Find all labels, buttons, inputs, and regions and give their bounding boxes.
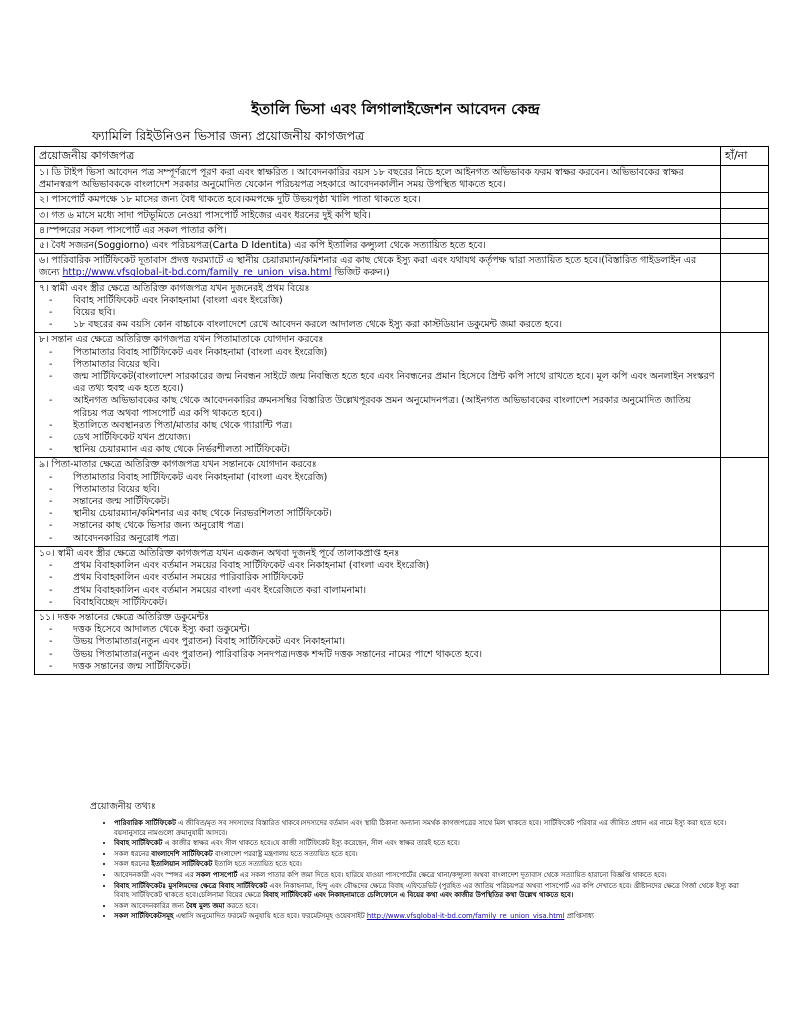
note-item — [114, 902, 750, 912]
note-text: প্রাপ্তিসাধ্য — [566, 912, 594, 921]
table-row — [35, 239, 769, 254]
requirement-6-text: ৬। পারিবারিক সার্টিফিকেট দূতাবাস প্রদত্ত ফরম্যাটে এ স্থানীয় চেয়ারম্যান/কমিশনার এর কাছ থেকে ইস্যু করা এবং যথাযথ কর্তৃপক্ষ দ্বারা সত্যায়িত হতে হবে।(বিস্তারিত গাইডলাইন এর জন্যে — [39, 255, 697, 279]
requirement-1: ১। ডি টাইপ ভিসা আবেদন পত্র সম্পূর্ণরূপে পূরণ করা এবং স্বাক্ষরিত । আবেদনকারির বয়স ১৮ বছরের নিচে হলে আইনগত অভিভাবক ফরম স্বাক্ষর করবেন। অভিভাবকের স্বাক্ষর প্রমানস্বরূপ অভিভাবককে বাংলাদেশ সরকার অনুমোদিত যেকোন পরিচয়পত্র সহকারে আবেদনকালীন সময় উপস্থিত থাকতে হবে। — [35, 166, 721, 193]
note-item — [114, 912, 750, 922]
note-text: সকল ধরনের — [114, 860, 150, 869]
check-cell-5[interactable] — [721, 239, 769, 254]
list-item: - সন্তানের জন্ম সার্টিফিকেট। — [39, 496, 716, 508]
list-item: - পিতামাতার বিবাহ সার্টিফিকেট এবং নিকাহনামা (বাংলা এবং ইংরেজি) — [39, 347, 716, 359]
note-bold: বাংলাদেশি সার্টিফিকেট — [151, 849, 213, 858]
list-item: - পিতামাতার বিয়ের ছবি। — [39, 359, 716, 371]
table-row — [35, 546, 769, 610]
table-row — [35, 333, 769, 458]
notes-list — [90, 819, 750, 922]
note-item — [114, 839, 750, 849]
note-text: এর সকল পাতার কপি জমা দিতে হবে। হারিয়ে যাওয়া পাসপোর্টের ক্ষেত্রে থানা/কন্স্যুলা অথবা বাংলাদেশ দূতাবাস থেকে সত্যায়িত হারানো বিজ্ঞপ্তি থাকতে হবে। — [239, 870, 667, 879]
note-text: এম্বাসি অনুমোদিত ফরমেট অনুযায়ি হতে হবে। ফরমেটসমূহ ওয়েবসাইট — [175, 912, 365, 921]
check-cell-2[interactable] — [721, 193, 769, 208]
note-item — [114, 882, 750, 901]
list-item: - জন্ম সার্টিফিকেট(বাংলাদেশ সারকারের জন্ম নিবন্ধন সাইটে জন্ম নিবন্ধিত হতে হবে এবং নিবন্ধনের প্রমান হিসেবে প্রিন্ট কপি সাথে রাখতে হবে। মূল কপি এবং অনলাইন সংস্করণ এর তথ্য হুবহু এক হতে হবে।) — [39, 371, 716, 395]
note-text: আবেদনকারী এবং স্পন্সর এর — [114, 870, 194, 879]
note-item — [114, 850, 750, 860]
note-bold: বৈধ মুল্য জমা — [186, 901, 225, 910]
list-item: - ১৮ বছরের কম বয়সি কোন বাচ্চাকে বাংলাদেশে রেখে আবেদন করলে আদালত থেকে ইস্যু করা কাস্টডিয়ান ডকুমেন্ট জমা করতে হবে। — [39, 319, 716, 331]
note-text: সকল ধরনের — [114, 849, 150, 858]
note-text: এবং নিকাহনামা, হিন্দু এবং বৌদ্ধদের ক্ষেত্রে বিবাহ এফিডেভিট (পুরহিত এর জাতিয় পরিচয়পত্র অথবা পাসপোর্ট এর কপি দেখাতে হবে। খ্রীষ্টানদের ক্ষেত্রে গির্জা থেকে ইস্যু করা বিবাহ সার্টিফিকেট থাকতে হবে।চেলিনামা বিয়ের ক্ষেত্রে — [114, 881, 739, 900]
requirement-8 — [35, 333, 721, 458]
list-item: - দত্তক হিসেবে আদালত থেকে ইস্যু করা ডকুমেন্ট। — [39, 624, 716, 636]
requirement-5: ৫। বৈধ সজরন(Soggiorno) এবং পরিচয়পত্র(Carta D Identita) এর কপি ইতালির কন্স্যুলা থেকে সত্যায়িত হতে হবে। — [35, 239, 721, 254]
column-header-documents: প্রয়োজনীয় কাগজপত্র — [35, 147, 721, 166]
note-item — [114, 819, 750, 838]
note-bold: বিবাহ সার্টিফিকেট — [114, 839, 163, 848]
check-cell-11[interactable] — [721, 610, 769, 674]
requirement-4: ৪।স্পন্সরের সকল পাসপোর্ট এর সকল পাতার কপি। — [35, 223, 721, 238]
list-item: - ডেথ সার্টিফিকেট যখন প্রযোজ্য। — [39, 432, 716, 444]
requirement-9 — [35, 458, 721, 546]
requirement-10 — [35, 546, 721, 610]
requirement-9-heading: ৯। পিতা-মাতার ক্ষেত্রে অতিরিক্ত কাগজপত্র যখন সন্তানকে যোগদান করবেঃ — [39, 459, 317, 471]
list-item: - আবেদনকারির অনুরোধ পত্র। — [39, 533, 716, 545]
note-text: সকল আবেদনকারির জন্য — [114, 901, 184, 910]
document-title: ইতালি ভিসা এবং লিগালাইজেশন আবেদন কেন্দ্র — [251, 100, 540, 118]
list-item: - পিতামাতার বিয়ের ছবি। — [39, 484, 716, 496]
column-header-yes-no: হাঁ/না — [721, 147, 769, 166]
table-row — [35, 193, 769, 208]
table-header-row — [35, 147, 769, 166]
requirement-7 — [35, 281, 721, 333]
list-item: - বিয়ের ছবি। — [39, 307, 716, 319]
note-text: এ জীবিত/মৃত সব সদস্যদের বিস্তারিত থাকবে।সদস্যদের বর্তমান এবং স্থায়ী ঠিকানা অন্যান্য সমর্থক কাগজপত্রের সাথে মিল থাকতে হবে। সার্টিফিকেট পরিবার এর জীবিত প্রধান এর নামে ইস্যু করা হতে হবে।বয়সানুসারে নামগুলো ক্রমানুযায়ী আসবে। — [114, 819, 727, 837]
list-item: - সন্তানের কাছ থেকে ভিসার জন্য অনুরোধ পত্র। — [39, 520, 716, 532]
list-item: - উভয় পিতামাতার(নতুন এবং পুরাতন) পারিবারিক সনদপত্র।দত্তক শব্দটি দত্তক সন্তানের নামের পাশে থাকতে হবে। — [39, 649, 716, 661]
check-cell-6[interactable] — [721, 254, 769, 281]
list-item: - ইতালিতে অবস্থানরত পিতা/মাতার কাছ থেকে গ্যারান্টি পত্র। — [39, 420, 716, 432]
formats-link[interactable]: http://www.vfsglobal-it-bd.com/family_re_union_visa.html — [366, 912, 565, 921]
check-cell-8[interactable] — [721, 333, 769, 458]
list-item: - দত্তক সন্তানের জন্ম সার্টিফিকেট। — [39, 661, 716, 673]
note-text: করতে হবে। — [226, 901, 258, 910]
note-bold: বিবাহ সার্টিফিকেটঃ মুসলিমদের ক্ষেত্রে বিবাহ সার্টিফিকেট — [114, 881, 268, 890]
notes-section — [90, 800, 750, 923]
requirement-6 — [35, 254, 721, 281]
table-row — [35, 610, 769, 674]
check-cell-7[interactable] — [721, 281, 769, 333]
list-item: - স্থানীয় চেয়ারম্যান/কমিশনার এর কাছ থেকে নিরভরশিলতা সার্টিফিকেট। — [39, 508, 716, 520]
note-item — [114, 860, 750, 870]
note-bold: ইতালিয়ান সার্টিফিকেট — [151, 860, 213, 869]
check-cell-1[interactable] — [721, 166, 769, 193]
requirement-7-heading: ৭। স্বামী এবং স্ত্রীর ক্ষেত্রে অতিরিক্ত কাগজপত্র যখন দুজনেরই প্রথম বিয়েঃ — [39, 282, 310, 294]
requirement-3: ৩। গত ৬ মাসে মধ্যে সাদা পটভূমিতে নেওয়া পাসপোর্ট সাইজের এবং ধরনের দুই কপি ছবি। — [35, 208, 721, 223]
note-bold: পারিবারিক সার্টিফিকেট — [114, 819, 176, 827]
requirement-11-heading: ১১। দত্তক সন্তানের ক্ষেত্রে অতিরিক্ত ডকুমেন্টঃ — [39, 611, 210, 623]
note-bold: বিবাহ সার্টিফিকেট এবং নিকাহনামাতে চেলিফোনে এ বিয়ের কথা এবং কাজীর উপস্থিতির কথা উল্লেখ থাকতে হবে। — [263, 891, 574, 900]
note-bold: সকল পাসপোর্ট — [195, 870, 238, 879]
requirements-table — [34, 146, 769, 675]
table-row — [35, 208, 769, 223]
note-item — [114, 871, 750, 881]
note-bold: সকল সার্টিফিকেটসমূহ — [114, 912, 174, 921]
list-item: - উভয় পিতামাতার(নতুন এবং পুরাতন) বিবাহ সার্টিফিকেট এবং নিকাহনামা। — [39, 636, 716, 648]
check-cell-4[interactable] — [721, 223, 769, 238]
table-row — [35, 223, 769, 238]
requirement-2: ২। পাসপোর্ট কমপক্ষে ১৮ মাসের জন্য বৈধ থাকতে হবে।কমপক্ষে দুটি উভয়পৃষ্ঠা খালি পাতা থাকতে হবে। — [35, 193, 721, 208]
list-item: - বিবাহবিচ্ছেদ সার্টিফিকেট। — [39, 597, 716, 609]
list-item: - পিতামাতার বিবাহ সার্টিফিকেট এবং নিকাহনামা (বাংলা এবং ইংরেজি) — [39, 472, 716, 484]
list-item: - প্রথম বিবাহকালিন এবং বর্তমান সময়ের বাংলা এবং ইংরেজিতে করা বালামনামা। — [39, 585, 716, 597]
list-item: - প্রথম বিবাহকালিন এবং বর্তমান সময়ের পারিবারিক সার্টিফিকেট — [39, 572, 716, 584]
requirement-10-heading: ১০। স্বামী এবং স্ত্রীর ক্ষেত্রে অতিরিক্ত কাগজপত্র যখন একজন অথবা দুজনই পূর্বে তালাকপ্রাপ্ত হনঃ — [39, 547, 400, 559]
notes-heading: প্রয়োজনীয় তথ্যঃ — [90, 801, 156, 812]
list-item: - আইনগত অভিভাবকের কাছ থেকে আবেদনকারির ক্রমনসম্বির বিস্তারিত উল্লেখপূরবক ভ্রমন অনুমোদনপত্র। (আইনগত অভিভাবকের বাংলাদেশ সরকার অনুমোদিত জাতিয় পরিচয় পত্র অথবা পাসপোর্ট এর কপি থাকতে হবে।) — [39, 395, 716, 419]
list-item: - বিবাহ সার্টিফিকেট এবং নিকাহনামা (বাংলা এবং ইংরেজি) — [39, 295, 716, 307]
document-subtitle: ফ্যামিলি রিইউনিওন ভিসার জন্য প্রয়োজনীয় কাগজপত্র — [92, 128, 365, 143]
requirement-11 — [35, 610, 721, 674]
table-row — [35, 166, 769, 193]
check-cell-3[interactable] — [721, 208, 769, 223]
list-item: - প্রথম বিবাহকালিন এবং বর্তমান সময়ের বিবাহ সার্টিফিকেট এবং নিকাহনামা (বাংলা এবং ইংরেজি) — [39, 560, 716, 572]
guideline-link[interactable]: http://www.vfsglobal-it-bd.com/family_re_union_visa.html — [62, 267, 332, 279]
note-text: এ কাজীর স্বাক্ষর এবং সীল থাকতে হবে।যে কাজী সার্টিফিকেট ইস্যু করেছেন, সীল এবং স্বাক্ষর তারই হতে হবে। — [164, 839, 460, 848]
requirement-6-tail: ভিজিট করুন।) — [334, 267, 390, 279]
check-cell-10[interactable] — [721, 546, 769, 610]
note-text: বাংলাদেশ পররাষ্ট্র মন্ত্রণালয় হতে সত্যায়িত হতে হবে। — [214, 849, 358, 858]
table-row — [35, 254, 769, 281]
note-text: ইতালি হতে সত্যায়িত হতে হবে। — [214, 860, 302, 869]
list-item: - স্থানিয় চেয়ারম্যান এর কাছ থেকে নির্ভরশীলতা সার্টিফিকেট। — [39, 444, 716, 456]
check-cell-9[interactable] — [721, 458, 769, 546]
table-row — [35, 281, 769, 333]
requirement-8-heading: ৮। সন্তান এর ক্ষেত্রে অতিরিক্ত কাগজপত্র যখন পিতামাতাকে যোগদান করবেঃ — [39, 334, 324, 346]
table-row — [35, 458, 769, 546]
